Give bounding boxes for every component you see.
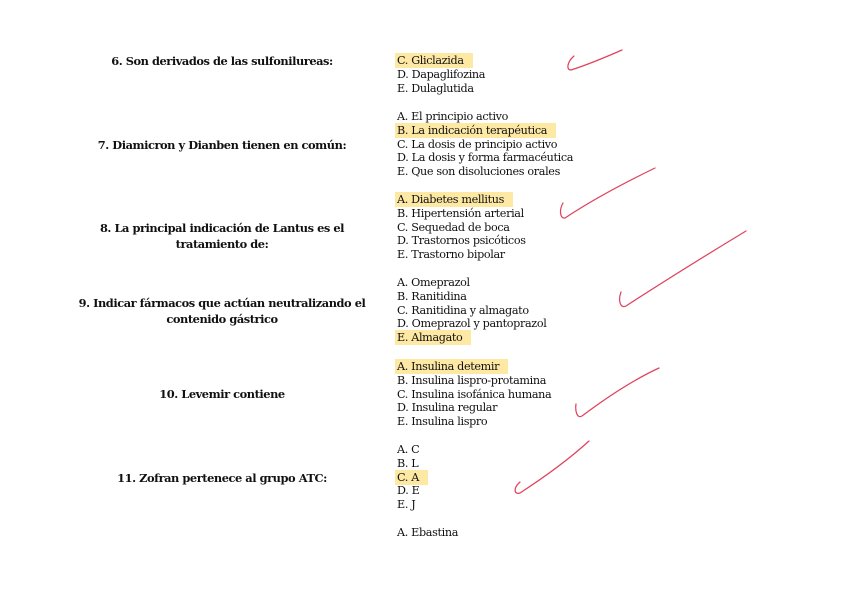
question-6: 6. Son derivados de las sulfonilureas: xyxy=(111,54,333,68)
options-question-6 xyxy=(397,54,657,95)
option-8-c: C. Sequedad de boca xyxy=(397,220,510,234)
option-11-a: A. C xyxy=(397,443,420,456)
question-10: 10. Levemir contiene xyxy=(159,387,285,401)
option-8-d: D. Trastornos psicóticos xyxy=(397,234,526,248)
option-7-b: B. La indicación terapéutica xyxy=(397,124,657,138)
option-9-d: D. Omeprazol y pantoprazol xyxy=(397,317,547,331)
question-8: 8. La principal indicación de Lantus es el tratamiento de: xyxy=(99,221,345,251)
question-7: 7. Diamicron y Dianben tienen en común: xyxy=(97,138,347,152)
option-6-e: E. Dulaglutida xyxy=(397,81,474,95)
option-12-a: A. Ebastina xyxy=(397,526,459,539)
option-8-b: B. Hipertensión arterial xyxy=(397,206,524,220)
options-question-10 xyxy=(397,360,657,429)
option-9-c: C. Ranitidina y almagato xyxy=(397,303,529,317)
option-11-b: B. L xyxy=(397,456,419,470)
option-11-c: C. A xyxy=(397,471,657,485)
option-7-e: E. Que son disoluciones orales xyxy=(397,165,560,179)
option-9-e: E. Almagato xyxy=(397,331,657,345)
question-9: 9. Indicar fármacos que actúan neutralizando el contenido gástrico xyxy=(78,296,366,326)
options-question-7 xyxy=(397,110,657,179)
option-7-d: D. La dosis y forma farmacéutica xyxy=(397,151,574,165)
options-question-8 xyxy=(397,193,657,262)
option-8-a: A. Diabetes mellitus xyxy=(397,193,657,207)
option-9-b: B. Ranitidina xyxy=(397,289,467,303)
option-7-c: C. La dosis de principio activo xyxy=(397,137,558,151)
option-10-c: C. Insulina isofánica humana xyxy=(397,387,552,401)
option-11-e: E. J xyxy=(397,498,416,512)
options-question-12 xyxy=(397,526,657,540)
option-6-c: C. Gliclazida xyxy=(397,54,657,68)
option-9-a: A. Omeprazol xyxy=(397,276,470,289)
option-10-b: B. Insulina lispro-protamina xyxy=(397,373,547,387)
option-10-a: A. Insulina detemir xyxy=(397,360,657,374)
options-question-11 xyxy=(397,443,657,512)
option-7-a: A. El principio activo xyxy=(397,110,509,123)
option-8-e: E. Trastorno bipolar xyxy=(397,248,505,262)
option-6-d: D. Dapaglifozina xyxy=(397,67,486,81)
option-10-e: E. Insulina lispro xyxy=(397,415,488,429)
option-10-d: D. Insulina regular xyxy=(397,401,498,415)
options-question-9 xyxy=(397,276,657,345)
option-11-d: D. E xyxy=(397,484,420,498)
question-11: 11. Zofran pertenece al grupo ATC: xyxy=(117,471,327,485)
